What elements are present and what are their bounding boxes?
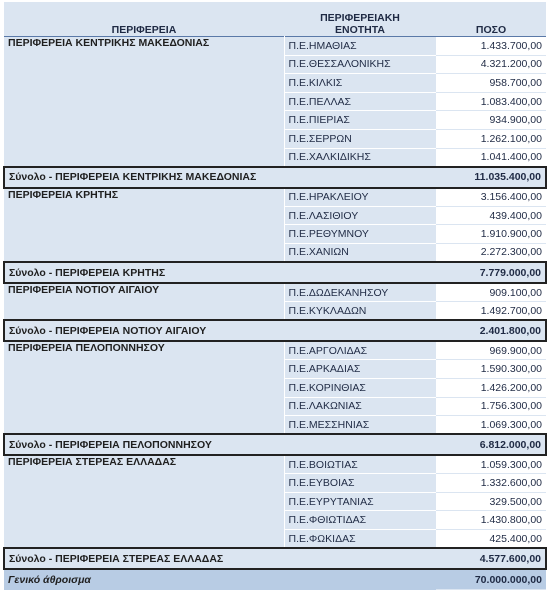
subtotal-amount: 6.812.000,00 xyxy=(436,434,546,455)
amount-cell: 1.492.700,00 xyxy=(436,302,546,321)
subtotal-row xyxy=(4,262,546,283)
table-row xyxy=(4,37,546,56)
regional-unit: Π.Ε.ΑΡΓΟΛΙΔΑΣ xyxy=(284,341,436,360)
amount-cell: 1.433.700,00 xyxy=(436,37,546,56)
subtotal-row xyxy=(4,548,546,569)
regional-unit: Π.Ε.ΒΟΙΩΤΙΑΣ xyxy=(284,455,436,474)
amount-cell: 1.590.300,00 xyxy=(436,360,546,379)
header-unit-line1: ΠΕΡΙΦΕΡΕΙΑΚΗ xyxy=(320,12,400,24)
amount-cell: 934.900,00 xyxy=(436,111,546,130)
grand-total-row xyxy=(4,569,546,590)
amount-cell: 3.156.400,00 xyxy=(436,188,546,207)
amount-cell: 425.400,00 xyxy=(436,530,546,549)
amount-cell: 439.400,00 xyxy=(436,206,546,225)
amount-cell: 1.083.400,00 xyxy=(436,92,546,111)
regional-unit: Π.Ε.ΠΙΕΡΙΑΣ xyxy=(284,111,436,130)
regional-unit: Π.Ε.ΑΡΚΑΔΙΑΣ xyxy=(284,360,436,379)
regional-unit: Π.Ε.ΧΑΝΙΩΝ xyxy=(284,243,436,262)
subtotal-amount: 4.577.600,00 xyxy=(436,548,546,569)
amount-cell: 1.756.300,00 xyxy=(436,397,546,416)
table-row xyxy=(4,188,546,207)
amount-cell: 1.430.800,00 xyxy=(436,511,546,530)
allocation-table xyxy=(3,2,547,590)
subtotal-label: Σύνολο - ΠΕΡΙΦΕΡΕΙΑ ΣΤΕΡΕΑΣ ΕΛΛΑΔΑΣ xyxy=(4,548,436,569)
amount-cell: 1.426.200,00 xyxy=(436,378,546,397)
amount-cell: 958.700,00 xyxy=(436,74,546,93)
amount-cell: 1.041.400,00 xyxy=(436,148,546,167)
amount-cell: 1.262.100,00 xyxy=(436,129,546,148)
subtotal-label: Σύνολο - ΠΕΡΙΦΕΡΕΙΑ ΝΟΤΙΟΥ ΑΙΓΑΙΟΥ xyxy=(4,320,436,341)
region-name: ΠΕΡΙΦΕΡΕΙΑ ΣΤΕΡΕΑΣ ΕΛΛΑΔΑΣ xyxy=(4,455,284,548)
region-name: ΠΕΡΙΦΕΡΕΙΑ ΝΟΤΙΟΥ ΑΙΓΑΙΟΥ xyxy=(4,283,284,320)
regional-unit: Π.Ε.ΛΑΣΙΘΙΟΥ xyxy=(284,206,436,225)
amount-cell: 4.321.200,00 xyxy=(436,55,546,74)
subtotal-amount: 11.035.400,00 xyxy=(436,167,546,188)
amount-cell: 1.332.600,00 xyxy=(436,474,546,493)
regional-unit: Π.Ε.ΜΕΣΣΗΝΙΑΣ xyxy=(284,416,436,435)
subtotal-label: Σύνολο - ΠΕΡΙΦΕΡΕΙΑ ΠΕΛΟΠΟΝΝΗΣΟΥ xyxy=(4,434,436,455)
regional-unit: Π.Ε.ΦΩΚΙΔΑΣ xyxy=(284,530,436,549)
grand-total-amount: 70.000.000,00 xyxy=(436,569,546,590)
regional-unit: Π.Ε.ΡΕΘΥΜΝΟΥ xyxy=(284,225,436,244)
regional-unit: Π.Ε.ΗΜΑΘΙΑΣ xyxy=(284,37,436,56)
subtotal-row xyxy=(4,167,546,188)
table-body xyxy=(4,37,546,590)
region-name: ΠΕΡΙΦΕΡΕΙΑ ΠΕΛΟΠΟΝΝΗΣΟΥ xyxy=(4,341,284,434)
regional-unit: Π.Ε.ΕΥΡΥΤΑΝΙΑΣ xyxy=(284,492,436,511)
amount-cell: 1.059.300,00 xyxy=(436,455,546,474)
subtotal-row xyxy=(4,320,546,341)
subtotal-amount: 2.401.800,00 xyxy=(436,320,546,341)
subtotal-amount: 7.779.000,00 xyxy=(436,262,546,283)
region-name: ΠΕΡΙΦΕΡΕΙΑ ΚΕΝΤΡΙΚΗΣ ΜΑΚΕΔΟΝΙΑΣ xyxy=(4,37,284,167)
header-amount: ΠΟΣΟ xyxy=(436,2,546,37)
table-row xyxy=(4,341,546,360)
regional-unit: Π.Ε.ΘΕΣΣΑΛΟΝΙΚΗΣ xyxy=(284,55,436,74)
subtotal-label: Σύνολο - ΠΕΡΙΦΕΡΕΙΑ ΚΕΝΤΡΙΚΗΣ ΜΑΚΕΔΟΝΙΑΣ xyxy=(4,167,436,188)
subtotal-row xyxy=(4,434,546,455)
amount-cell: 1.069.300,00 xyxy=(436,416,546,435)
header-unit xyxy=(284,2,436,37)
regional-unit: Π.Ε.ΗΡΑΚΛΕΙΟΥ xyxy=(284,188,436,207)
regional-unit: Π.Ε.ΧΑΛΚΙΔΙΚΗΣ xyxy=(284,148,436,167)
header-row xyxy=(4,2,546,37)
regional-unit: Π.Ε.ΕΥΒΟΙΑΣ xyxy=(284,474,436,493)
header-region: ΠΕΡΙΦΕΡΕΙΑ xyxy=(4,2,284,37)
regional-unit: Π.Ε.ΚΥΚΛΑΔΩΝ xyxy=(284,302,436,321)
regional-unit: Π.Ε.ΠΕΛΛΑΣ xyxy=(284,92,436,111)
amount-cell: 909.100,00 xyxy=(436,283,546,302)
grand-total-label: Γενικό άθροισμα xyxy=(4,569,436,590)
regional-unit: Π.Ε.ΦΘΙΩΤΙΔΑΣ xyxy=(284,511,436,530)
table-row xyxy=(4,283,546,302)
region-name: ΠΕΡΙΦΕΡΕΙΑ ΚΡΗΤΗΣ xyxy=(4,188,284,262)
regional-unit: Π.Ε.ΚΟΡΙΝΘΙΑΣ xyxy=(284,378,436,397)
header-unit-line2: ΕΝΟΤΗΤΑ xyxy=(335,24,385,36)
regional-unit: Π.Ε.ΔΩΔΕΚΑΝΗΣΟΥ xyxy=(284,283,436,302)
amount-cell: 329.500,00 xyxy=(436,492,546,511)
amount-cell: 2.272.300,00 xyxy=(436,243,546,262)
table-row xyxy=(4,455,546,474)
regional-unit: Π.Ε.ΛΑΚΩΝΙΑΣ xyxy=(284,397,436,416)
subtotal-label: Σύνολο - ΠΕΡΙΦΕΡΕΙΑ ΚΡΗΤΗΣ xyxy=(4,262,436,283)
amount-cell: 1.910.900,00 xyxy=(436,225,546,244)
regional-unit: Π.Ε.ΚΙΛΚΙΣ xyxy=(284,74,436,93)
regional-unit: Π.Ε.ΣΕΡΡΩΝ xyxy=(284,129,436,148)
amount-cell: 969.900,00 xyxy=(436,341,546,360)
